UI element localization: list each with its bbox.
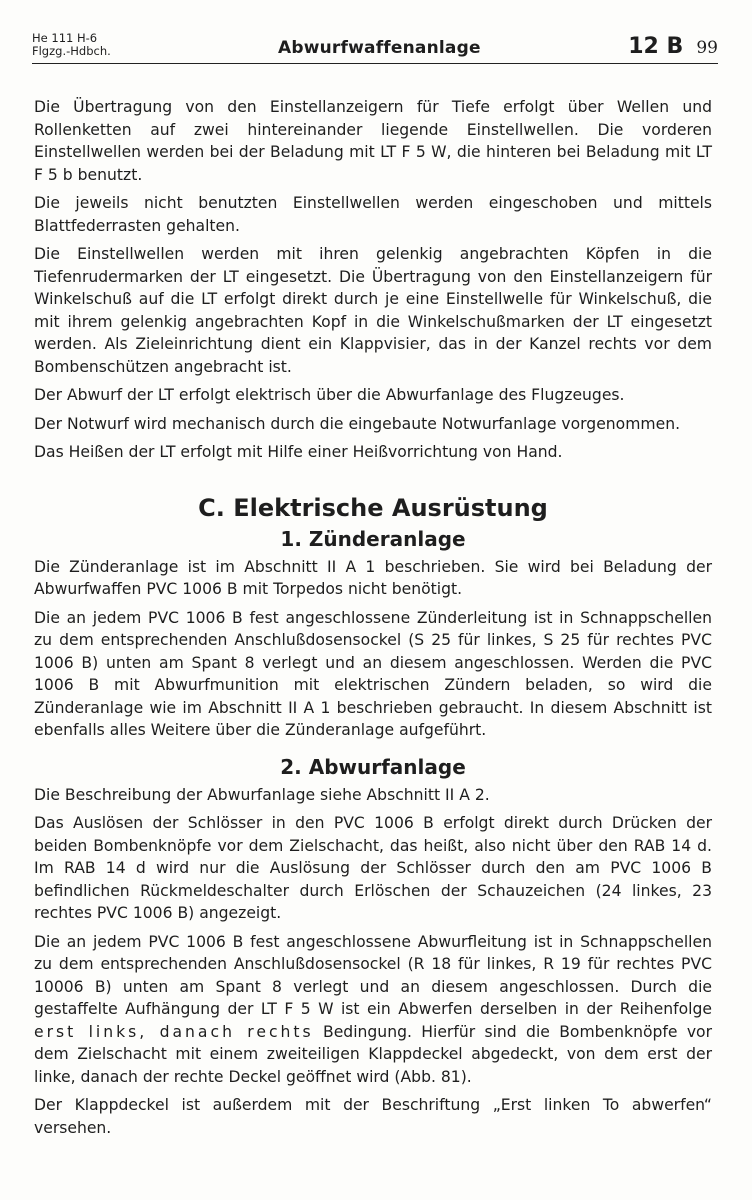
- paragraph-text: Die an jedem PVC 1006 B fest angeschlossene Abwurfleitung ist in Schnappschellen zu dem entsprechenden Anschlußdosensockel (R 18 für linkes, R 19 für rechtes PVC 10006 B) unten am Spant 8 verlegt und an diesem angeschlossen. Durch die gestaffelte Aufhängung der LT F 5 W ist ein Abwerfen derselben in der Reihenfolge: [34, 932, 712, 1018]
- body-paragraph: Das Heißen der LT erfolgt mit Hilfe einer Heißvorrichtung von Hand.: [34, 443, 563, 461]
- handbook-label: Flgzg.-Hdbch.: [32, 44, 111, 58]
- body-paragraph: Die Einstellwellen werden mit ihren gelenkig angebrachten Köpfen in die Tiefenrudermarken der LT eingesetzt. Die Übertragung von den Einstellanzeigern für Winkelschuß auf die LT erfolgt direkt durch je eine Einstellwelle für Winkelschuß, die mit ihrem gelenkig angebrachten Kopf in die Winkelschußmarken der LT eingesetzt werden. Als Zieleinrichtung dient ein Klappvisier, das in der Kanzel rechts vor dem Bombenschützen angebracht ist.: [34, 245, 712, 376]
- paragraph-text: Bedingung. Hierfür sind die Bombenknöpfe vor dem Zielschacht mit einem zweiteiligen Klappdeckel abgedeckt, von dem erst der linke, danach der rechte Deckel geöffnet wird (Abb. 81).: [34, 1022, 712, 1086]
- section-heading-abwurfanlage: 2. Abwurfanlage: [280, 754, 466, 779]
- aircraft-designation: He 111 H-6: [32, 31, 98, 45]
- page-number: 99: [696, 38, 718, 58]
- body-paragraph: Das Auslösen der Schlösser in den PVC 1006 B erfolgt direkt durch Drücken der beiden Bombenknöpfe vor dem Zielschacht, das heißt, also nicht über den RAB 14 d. Im RAB 14 d wird nur die Auslösung der Schlösser durch den am PVC 1006 B befindlichen Rückmeldeschalter durch Erlöschen der Schauzeichen (24 linkes, 23 rechtes PVC 1006 B) angezeigt.: [34, 814, 712, 922]
- page-header: [32, 32, 718, 62]
- body-paragraph: Die jeweils nicht benutzten Einstellwellen werden eingeschoben und mittels Blattfederrasten gehalten.: [34, 194, 712, 235]
- section-number: 12 B: [628, 34, 684, 59]
- page-body: [34, 96, 712, 1145]
- running-title: Abwurfwaffenanlage: [278, 38, 481, 58]
- body-paragraph: Die Zünderanlage ist im Abschnitt II A 1 beschrieben. Sie wird bei Beladung der Abwurfwaffen PVC 1006 B mit Torpedos nicht benötigt.: [34, 557, 712, 598]
- body-paragraph: Die an jedem PVC 1006 B fest angeschlossene Zünderleitung ist in Schnappschellen zu dem entsprechenden Anschlußdosensockel (S 25 für linkes, S 25 für rechtes PVC 1006 B) unten am Spant 8 verlegt und an diesem angeschlossen. Werden die PVC 1006 B mit Abwurfmunition mit elektrischen Zündern beladen, so wird die Zünderanlage wie im Abschnitt II A 1 beschrieben gebraucht. In diesem Abschnitt ist ebenfalls alles Weitere über die Zünderanlage aufgeführt.: [34, 608, 712, 739]
- body-paragraph: Der Abwurf der LT erfolgt elektrisch über die Abwurfanlage des Flugzeuges.: [34, 386, 625, 404]
- chapter-heading: C. Elektrische Ausrüstung: [198, 493, 548, 522]
- document-id: [32, 32, 111, 58]
- body-paragraph: Der Klappdeckel ist außerdem mit der Beschriftung „Erst linken To abwerfen“ versehen.: [34, 1096, 712, 1137]
- header-rule: [32, 63, 718, 64]
- body-paragraph: Der Notwurf wird mechanisch durch die eingebaute Notwurfanlage vorgenommen.: [34, 414, 681, 433]
- body-paragraph: [34, 931, 712, 1089]
- body-paragraph: Die Übertragung von den Einstellanzeigern für Tiefe erfolgt über Wellen und Rollenketten auf zwei hintereinander liegende Einstellwellen. Die vorderen Einstellwellen werden bei der Beladung mit LT F 5 W, die hinteren bei Beladung mit LT F 5 b benutzt.: [34, 98, 712, 184]
- section-heading-zuenderanlage: 1. Zünderanlage: [280, 526, 466, 551]
- body-paragraph: Die Beschreibung der Abwurfanlage siehe Abschnitt II A 2.: [34, 785, 490, 804]
- emphasized-sequence: erst links, danach rechts: [34, 1022, 314, 1041]
- page-number-block: [628, 34, 718, 59]
